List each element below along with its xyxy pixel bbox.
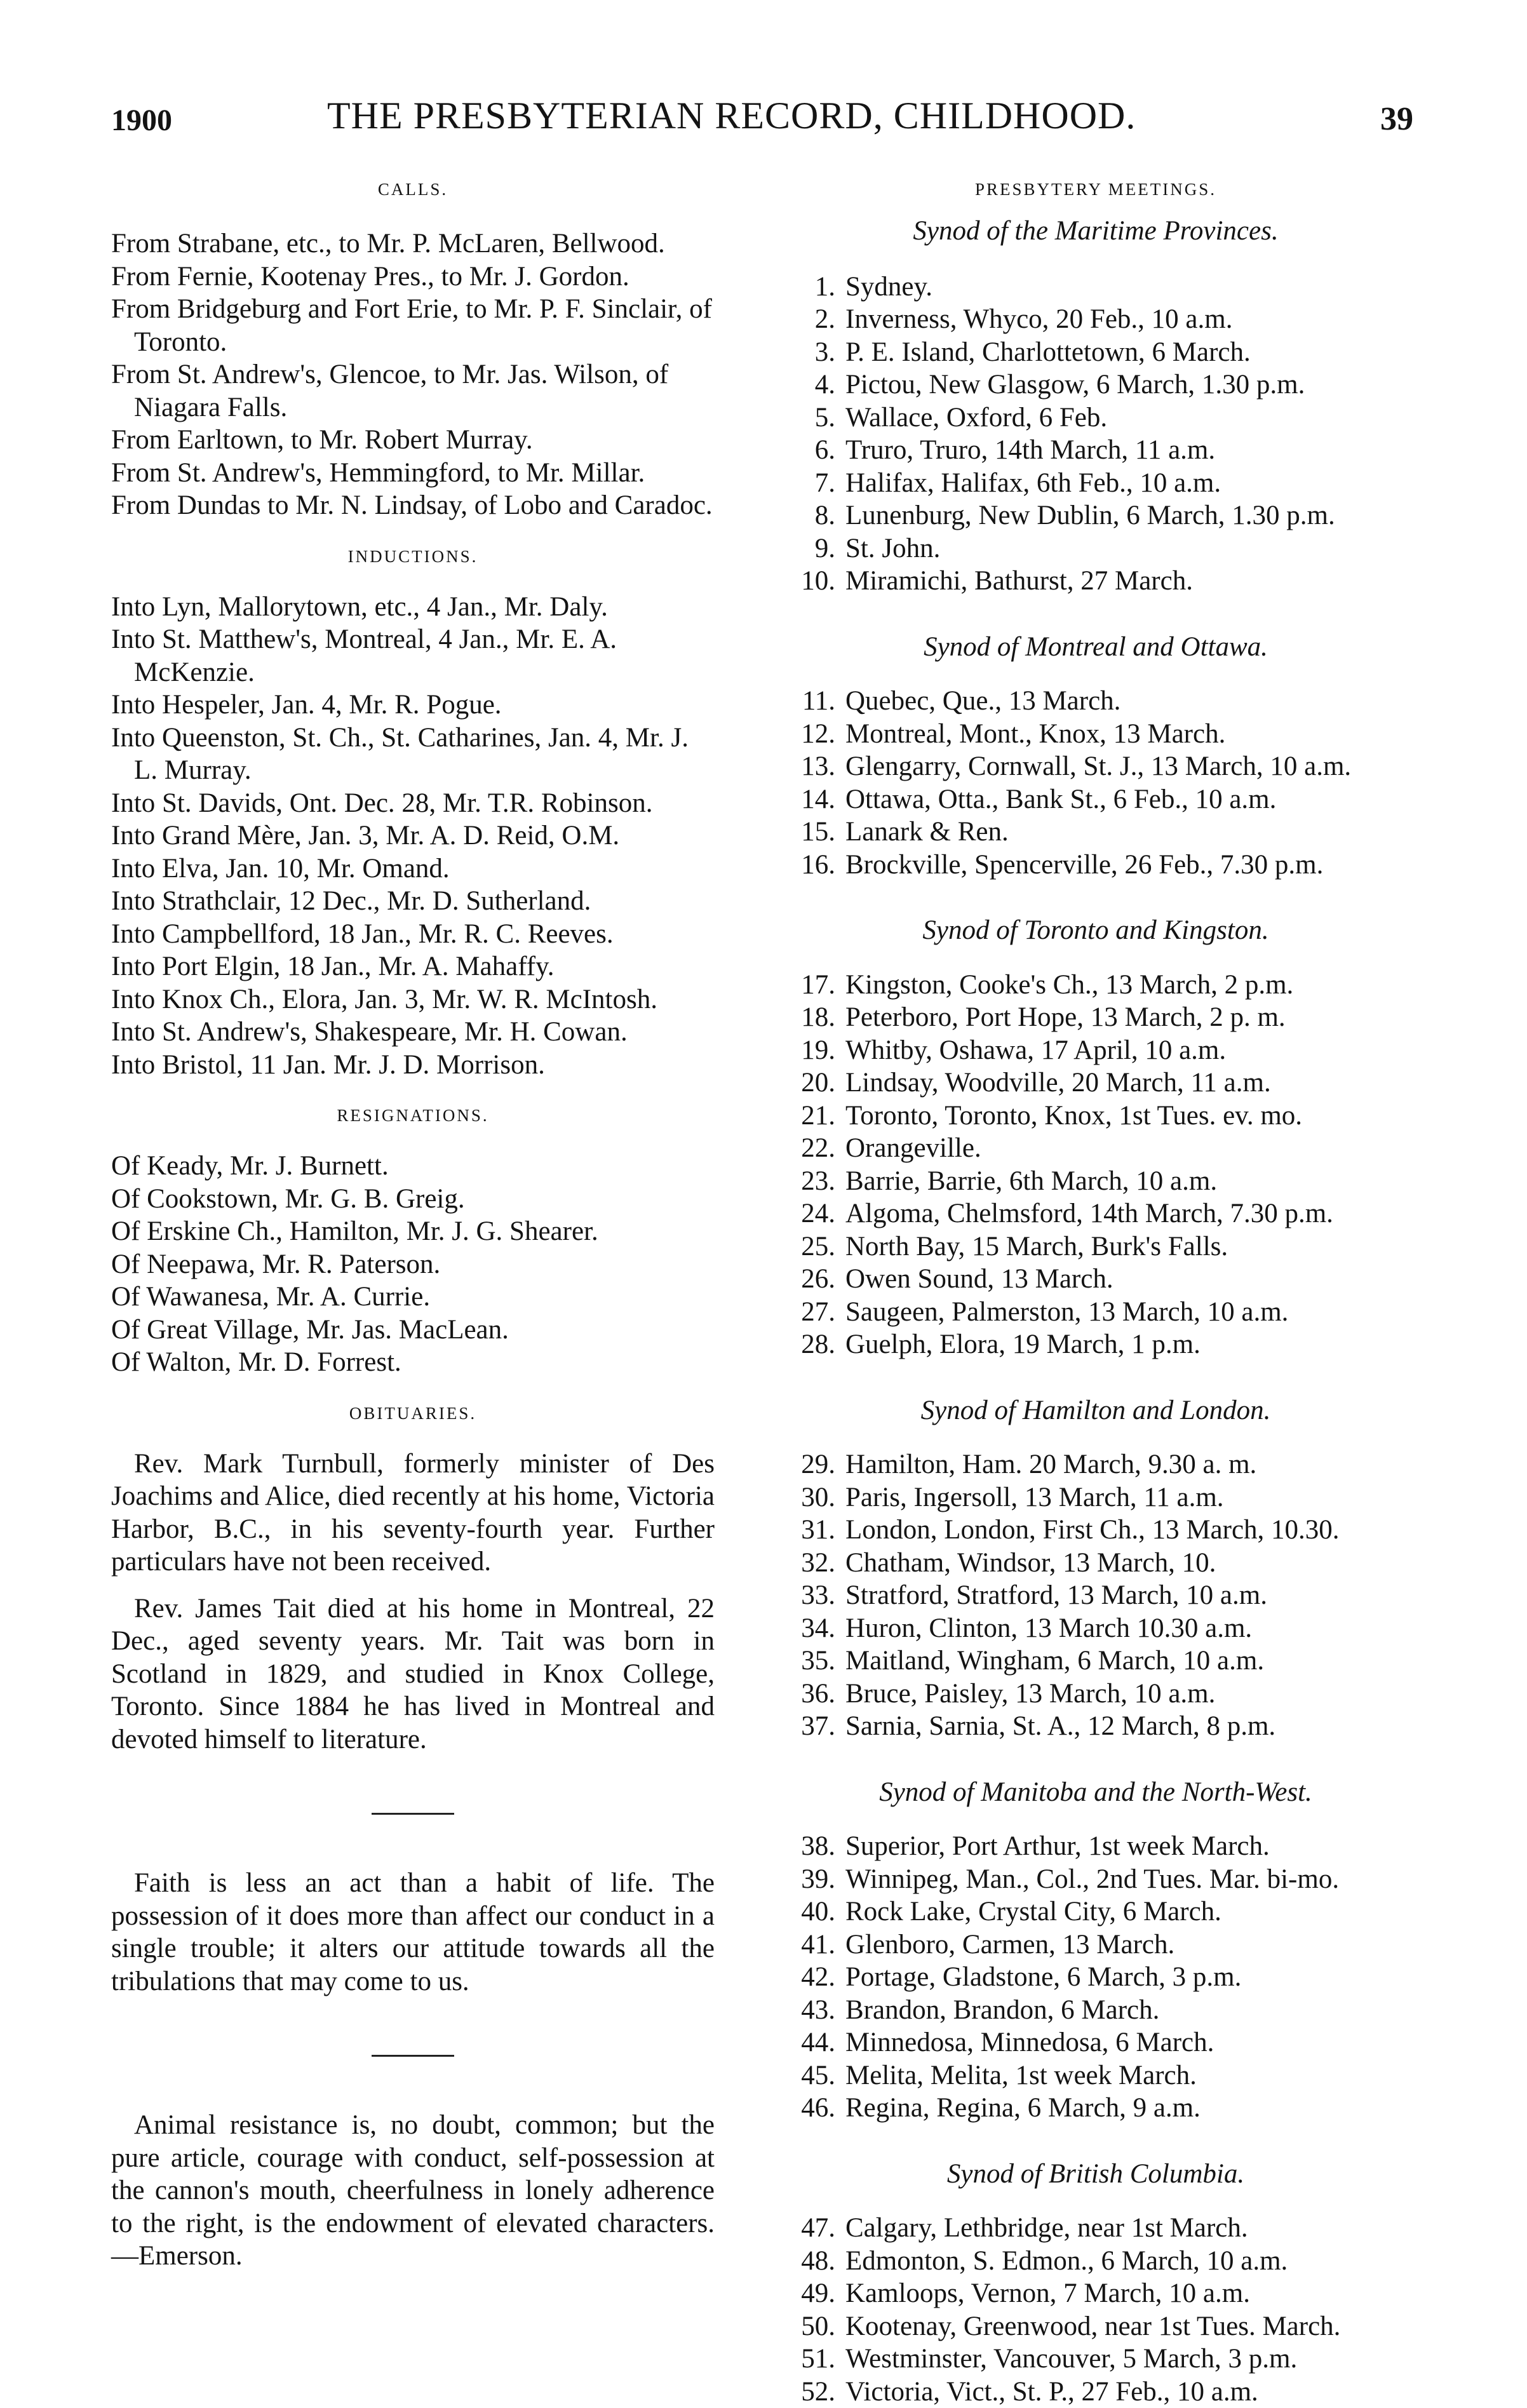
- meeting-details: Algoma, Chelmsford, 14th March, 7.30 p.m.: [845, 1197, 1413, 1230]
- meeting-details: Peterboro, Port Hope, 13 March, 2 p. m.: [845, 1001, 1413, 1034]
- meeting-number: 38.: [778, 1830, 845, 1863]
- meeting-number: 19.: [778, 1034, 845, 1067]
- meeting-details: Orangeville.: [845, 1132, 1413, 1165]
- meeting-row: [778, 718, 1413, 751]
- meeting-details: Sarnia, Sarnia, St. A., 12 March, 8 p.m.: [845, 1710, 1413, 1743]
- meeting-details: Glengarry, Cornwall, St. J., 13 March, 10 a.m.: [845, 750, 1413, 783]
- meeting-details: Edmonton, S. Edmon., 6 March, 10 a.m.: [845, 2245, 1413, 2278]
- meeting-row: [778, 565, 1413, 598]
- meeting-row: [778, 1579, 1413, 1612]
- meeting-number: 7.: [778, 467, 845, 500]
- meeting-details: Montreal, Mont., Knox, 13 March.: [845, 718, 1413, 751]
- meeting-details: Wallace, Oxford, 6 Feb.: [845, 401, 1413, 434]
- right-column: [778, 177, 1413, 2408]
- meeting-details: Paris, Ingersoll, 13 March, 11 a.m.: [845, 1481, 1413, 1514]
- meeting-details: Owen Sound, 13 March.: [845, 1263, 1413, 1296]
- meeting-number: 14.: [778, 783, 845, 816]
- meeting-details: Miramichi, Bathurst, 27 March.: [845, 565, 1413, 598]
- synod-heading: Synod of Montreal and Ottawa.: [778, 631, 1413, 664]
- meeting-number: 30.: [778, 1481, 845, 1514]
- meeting-row: [778, 1165, 1413, 1198]
- meeting-number: 48.: [778, 2245, 845, 2278]
- meeting-row: [778, 1612, 1413, 1645]
- meeting-row: [778, 336, 1413, 369]
- meeting-row: [778, 1230, 1413, 1263]
- meeting-details: Inverness, Whyco, 20 Feb., 10 a.m.: [845, 303, 1413, 336]
- induction-entry: Into Knox Ch., Elora, Jan. 3, Mr. W. R. McIntosh.: [111, 983, 715, 1016]
- induction-entry: Into Port Elgin, 18 Jan., Mr. A. Mahaffy.: [111, 950, 715, 983]
- meeting-details: Toronto, Toronto, Knox, 1st Tues. ev. mo.: [845, 1100, 1413, 1133]
- meeting-details: Huron, Clinton, 13 March 10.30 a.m.: [845, 1612, 1413, 1645]
- meeting-number: 36.: [778, 1678, 845, 1711]
- meeting-row: [778, 1830, 1413, 1863]
- meeting-details: Sydney.: [845, 271, 1413, 304]
- synod-heading: Synod of Toronto and Kingston.: [778, 914, 1413, 947]
- meeting-row: [778, 1481, 1413, 1514]
- meeting-details: Superior, Port Arthur, 1st week March.: [845, 1830, 1413, 1863]
- meeting-number: 21.: [778, 1100, 845, 1133]
- meeting-number: 39.: [778, 1863, 845, 1896]
- page-number: 39: [1380, 100, 1413, 138]
- meeting-number: 23.: [778, 1165, 845, 1198]
- meeting-number: 42.: [778, 1961, 845, 1994]
- meeting-details: Regina, Regina, 6 March, 9 a.m.: [845, 2092, 1413, 2125]
- meeting-number: 26.: [778, 1263, 845, 1296]
- obituary-paragraph: Rev. Mark Turnbull, formerly minister of Des Joachims and Alice, died recently at his home, Victoria Harbor, B.C., in his seventy-fourth year. Further particulars have not been received.: [111, 1448, 715, 1578]
- meeting-row: [778, 1678, 1413, 1711]
- call-entry: From Earltown, to Mr. Robert Murray.: [111, 424, 715, 457]
- meeting-number: 51.: [778, 2343, 845, 2376]
- meeting-row: [778, 1100, 1413, 1133]
- quote-emerson: Animal resistance is, no doubt, common; but the pure article, courage with conduct, self-possession at the cannon's mouth, cheerfulness in lonely adherence to the right, is the endowment of elevated characters.—Emerson.: [111, 2109, 715, 2273]
- meeting-details: Halifax, Halifax, 6th Feb., 10 a.m.: [845, 467, 1413, 500]
- resignation-entry: Of Cookstown, Mr. G. B. Greig.: [111, 1183, 715, 1216]
- section-heading-calls: CALLS.: [111, 177, 715, 202]
- calls-list: [111, 227, 715, 522]
- meeting-row: [778, 1296, 1413, 1329]
- meeting-number: 33.: [778, 1579, 845, 1612]
- meeting-row: [778, 2059, 1413, 2092]
- meeting-details: Maitland, Wingham, 6 March, 10 a.m.: [845, 1645, 1413, 1678]
- meeting-details: Kootenay, Greenwood, near 1st Tues. March.: [845, 2310, 1413, 2343]
- meeting-number: 40.: [778, 1895, 845, 1928]
- section-heading-resignations: RESIGNATIONS.: [111, 1103, 715, 1128]
- meeting-row: [778, 1197, 1413, 1230]
- call-entry: From Strabane, etc., to Mr. P. McLaren, Bellwood.: [111, 227, 715, 260]
- meeting-details: Kamloops, Vernon, 7 March, 10 a.m.: [845, 2277, 1413, 2310]
- call-entry: From St. Andrew's, Glencoe, to Mr. Jas. Wilson, of Niagara Falls.: [111, 358, 715, 424]
- meeting-row: [778, 2376, 1413, 2408]
- meeting-number: 27.: [778, 1296, 845, 1329]
- meeting-row: [778, 1928, 1413, 1961]
- meeting-number: 11.: [778, 685, 845, 718]
- meeting-number: 4.: [778, 368, 845, 401]
- meeting-row: [778, 750, 1413, 783]
- meeting-number: 8.: [778, 499, 845, 532]
- inductions-list: [111, 591, 715, 1082]
- meeting-number: 44.: [778, 2026, 845, 2059]
- meeting-row: [778, 1514, 1413, 1547]
- meeting-row: [778, 2343, 1413, 2376]
- induction-entry: Into Queenston, St. Ch., St. Catharines, Jan. 4, Mr. J. L. Murray.: [111, 722, 715, 787]
- divider-rule: [372, 1813, 454, 1815]
- meeting-details: North Bay, 15 March, Burk's Falls.: [845, 1230, 1413, 1263]
- synod-heading: Synod of Hamilton and London.: [778, 1394, 1413, 1427]
- left-column: [111, 177, 715, 2273]
- meeting-number: 32.: [778, 1547, 845, 1580]
- meeting-row: [778, 499, 1413, 532]
- meeting-details: Bruce, Paisley, 13 March, 10 a.m.: [845, 1678, 1413, 1711]
- meeting-details: Hamilton, Ham. 20 March, 9.30 a. m.: [845, 1448, 1413, 1481]
- meeting-number: 29.: [778, 1448, 845, 1481]
- meeting-details: Glenboro, Carmen, 13 March.: [845, 1928, 1413, 1961]
- meeting-number: 37.: [778, 1710, 845, 1743]
- meeting-number: 10.: [778, 565, 845, 598]
- meeting-details: Kingston, Cooke's Ch., 13 March, 2 p.m.: [845, 969, 1413, 1002]
- meeting-number: 20.: [778, 1066, 845, 1100]
- meeting-row: [778, 1994, 1413, 2027]
- induction-entry: Into St. Andrew's, Shakespeare, Mr. H. Cowan.: [111, 1016, 715, 1049]
- meeting-number: 34.: [778, 1612, 845, 1645]
- meeting-number: 17.: [778, 969, 845, 1002]
- meeting-details: Rock Lake, Crystal City, 6 March.: [845, 1895, 1413, 1928]
- meeting-row: [778, 2212, 1413, 2245]
- meeting-number: 50.: [778, 2310, 845, 2343]
- induction-entry: Into Strathclair, 12 Dec., Mr. D. Sutherland.: [111, 885, 715, 918]
- year: 1900: [111, 103, 172, 138]
- meeting-details: Quebec, Que., 13 March.: [845, 685, 1413, 718]
- meeting-number: 35.: [778, 1645, 845, 1678]
- resignation-entry: Of Neepawa, Mr. R. Paterson.: [111, 1248, 715, 1281]
- meeting-row: [778, 1328, 1413, 1361]
- meeting-row: [778, 532, 1413, 565]
- call-entry: From Dundas to Mr. N. Lindsay, of Lobo and Caradoc.: [111, 489, 715, 522]
- induction-entry: Into Elva, Jan. 10, Mr. Omand.: [111, 852, 715, 885]
- publication-title: THE PRESBYTERIAN RECORD, CHILDHOOD.: [327, 94, 1343, 138]
- section-heading-presbytery-meetings: PRESBYTERY MEETINGS.: [778, 177, 1413, 202]
- meeting-details: Lindsay, Woodville, 20 March, 11 a.m.: [845, 1066, 1413, 1100]
- meeting-number: 3.: [778, 336, 845, 369]
- meeting-row: [778, 2092, 1413, 2125]
- meeting-number: 31.: [778, 1514, 845, 1547]
- meeting-details: Chatham, Windsor, 13 March, 10.: [845, 1547, 1413, 1580]
- resignations-list: [111, 1150, 715, 1379]
- meeting-row: [778, 2026, 1413, 2059]
- meeting-row: [778, 1547, 1413, 1580]
- meeting-number: 15.: [778, 816, 845, 849]
- resignation-entry: Of Walton, Mr. D. Forrest.: [111, 1346, 715, 1379]
- meeting-row: [778, 1863, 1413, 1896]
- resignation-entry: Of Great Village, Mr. Jas. MacLean.: [111, 1314, 715, 1347]
- meeting-details: Guelph, Elora, 19 March, 1 p.m.: [845, 1328, 1413, 1361]
- meeting-details: Melita, Melita, 1st week March.: [845, 2059, 1413, 2092]
- meeting-number: 45.: [778, 2059, 845, 2092]
- meeting-row: [778, 2245, 1413, 2278]
- meeting-details: Portage, Gladstone, 6 March, 3 p.m.: [845, 1961, 1413, 1994]
- quote-faith: Faith is less an act than a habit of life. The possession of it does more than affect our conduct in a single trouble; it alters our attitude towards all the tribulations that may come to us.: [111, 1867, 715, 1998]
- meeting-number: 6.: [778, 434, 845, 467]
- induction-entry: Into Grand Mère, Jan. 3, Mr. A. D. Reid, O.M.: [111, 819, 715, 852]
- meeting-details: Stratford, Stratford, 13 March, 10 a.m.: [845, 1579, 1413, 1612]
- meeting-number: 18.: [778, 1001, 845, 1034]
- meeting-number: 28.: [778, 1328, 845, 1361]
- meeting-number: 16.: [778, 849, 845, 882]
- meeting-number: 41.: [778, 1928, 845, 1961]
- meeting-details: St. John.: [845, 532, 1413, 565]
- meeting-row: [778, 816, 1413, 849]
- meeting-details: Calgary, Lethbridge, near 1st March.: [845, 2212, 1413, 2245]
- meeting-number: 12.: [778, 718, 845, 751]
- induction-entry: Into St. Matthew's, Montreal, 4 Jan., Mr. E. A. McKenzie.: [111, 623, 715, 689]
- meeting-details: Ottawa, Otta., Bank St., 6 Feb., 10 a.m.: [845, 783, 1413, 816]
- resignation-entry: Of Wawanesa, Mr. A. Currie.: [111, 1281, 715, 1314]
- meeting-row: [778, 467, 1413, 500]
- induction-entry: Into Hespeler, Jan. 4, Mr. R. Pogue.: [111, 689, 715, 722]
- call-entry: From Bridgeburg and Fort Erie, to Mr. P. F. Sinclair, of Toronto.: [111, 293, 715, 358]
- meeting-row: [778, 271, 1413, 304]
- meeting-row: [778, 685, 1413, 718]
- meeting-number: 49.: [778, 2277, 845, 2310]
- meeting-row: [778, 969, 1413, 1002]
- meeting-number: 9.: [778, 532, 845, 565]
- meeting-details: Victoria, Vict., St. P., 27 Feb., 10 a.m.: [845, 2376, 1413, 2408]
- meeting-details: Winnipeg, Man., Col., 2nd Tues. Mar. bi-mo.: [845, 1863, 1413, 1896]
- meeting-details: Brandon, Brandon, 6 March.: [845, 1994, 1413, 2027]
- meeting-row: [778, 1066, 1413, 1100]
- meeting-number: 47.: [778, 2212, 845, 2245]
- section-heading-obituaries: OBITUARIES.: [111, 1401, 715, 1426]
- meeting-row: [778, 1645, 1413, 1678]
- meeting-number: 46.: [778, 2092, 845, 2125]
- meeting-details: Barrie, Barrie, 6th March, 10 a.m.: [845, 1165, 1413, 1198]
- meeting-row: [778, 434, 1413, 467]
- meeting-details: P. E. Island, Charlottetown, 6 March.: [845, 336, 1413, 369]
- obituary-paragraph: Rev. James Tait died at his home in Montreal, 22 Dec., aged seventy years. Mr. Tait was born in Scotland in 1829, and studied in Knox College, Toronto. Since 1884 he has lived in Montreal and devoted himself to literature.: [111, 1592, 715, 1756]
- meeting-number: 52.: [778, 2376, 845, 2408]
- meeting-row: [778, 303, 1413, 336]
- induction-entry: Into Bristol, 11 Jan. Mr. J. D. Morrison.: [111, 1049, 715, 1082]
- meeting-details: Truro, Truro, 14th March, 11 a.m.: [845, 434, 1413, 467]
- meeting-row: [778, 1710, 1413, 1743]
- call-entry: From St. Andrew's, Hemmingford, to Mr. Millar.: [111, 457, 715, 490]
- meeting-row: [778, 849, 1413, 882]
- divider-rule: [372, 2055, 454, 2057]
- meeting-row: [778, 1034, 1413, 1067]
- meeting-row: [778, 2310, 1413, 2343]
- meeting-number: 24.: [778, 1197, 845, 1230]
- call-entry: From Fernie, Kootenay Pres., to Mr. J. Gordon.: [111, 260, 715, 293]
- meeting-row: [778, 1263, 1413, 1296]
- meeting-row: [778, 1961, 1413, 1994]
- meeting-details: Saugeen, Palmerston, 13 March, 10 a.m.: [845, 1296, 1413, 1329]
- meeting-details: Lunenburg, New Dublin, 6 March, 1.30 p.m.: [845, 499, 1413, 532]
- meeting-number: 2.: [778, 303, 845, 336]
- meeting-details: Pictou, New Glasgow, 6 March, 1.30 p.m.: [845, 368, 1413, 401]
- meeting-row: [778, 368, 1413, 401]
- meeting-number: 13.: [778, 750, 845, 783]
- meeting-details: Lanark & Ren.: [845, 816, 1413, 849]
- induction-entry: Into Lyn, Mallorytown, etc., 4 Jan., Mr. Daly.: [111, 591, 715, 624]
- synod-heading: Synod of Manitoba and the North-West.: [778, 1776, 1413, 1809]
- meeting-number: 1.: [778, 271, 845, 304]
- meeting-details: Whitby, Oshawa, 17 April, 10 a.m.: [845, 1034, 1413, 1067]
- synod-list: [778, 215, 1413, 2408]
- resignation-entry: Of Erskine Ch., Hamilton, Mr. J. G. Shearer.: [111, 1215, 715, 1248]
- page-header: [111, 94, 1413, 145]
- meeting-details: Westminster, Vancouver, 5 March, 3 p.m.: [845, 2343, 1413, 2376]
- meeting-row: [778, 2277, 1413, 2310]
- meeting-number: 22.: [778, 1132, 845, 1165]
- section-heading-inductions: INDUCTIONS.: [111, 544, 715, 569]
- meeting-row: [778, 1895, 1413, 1928]
- meeting-row: [778, 783, 1413, 816]
- meeting-details: London, London, First Ch., 13 March, 10.30.: [845, 1514, 1413, 1547]
- induction-entry: Into St. Davids, Ont. Dec. 28, Mr. T.R. Robinson.: [111, 787, 715, 820]
- meeting-row: [778, 1448, 1413, 1481]
- induction-entry: Into Campbellford, 18 Jan., Mr. R. C. Reeves.: [111, 918, 715, 951]
- meeting-number: 5.: [778, 401, 845, 434]
- meeting-row: [778, 1132, 1413, 1165]
- synod-heading: Synod of the Maritime Provinces.: [778, 215, 1413, 248]
- meeting-details: Brockville, Spencerville, 26 Feb., 7.30 p.m.: [845, 849, 1413, 882]
- meeting-number: 25.: [778, 1230, 845, 1263]
- meeting-number: 43.: [778, 1994, 845, 2027]
- resignation-entry: Of Keady, Mr. J. Burnett.: [111, 1150, 715, 1183]
- meeting-details: Minnedosa, Minnedosa, 6 March.: [845, 2026, 1413, 2059]
- synod-heading: Synod of British Columbia.: [778, 2158, 1413, 2191]
- meeting-row: [778, 1001, 1413, 1034]
- meeting-row: [778, 401, 1413, 434]
